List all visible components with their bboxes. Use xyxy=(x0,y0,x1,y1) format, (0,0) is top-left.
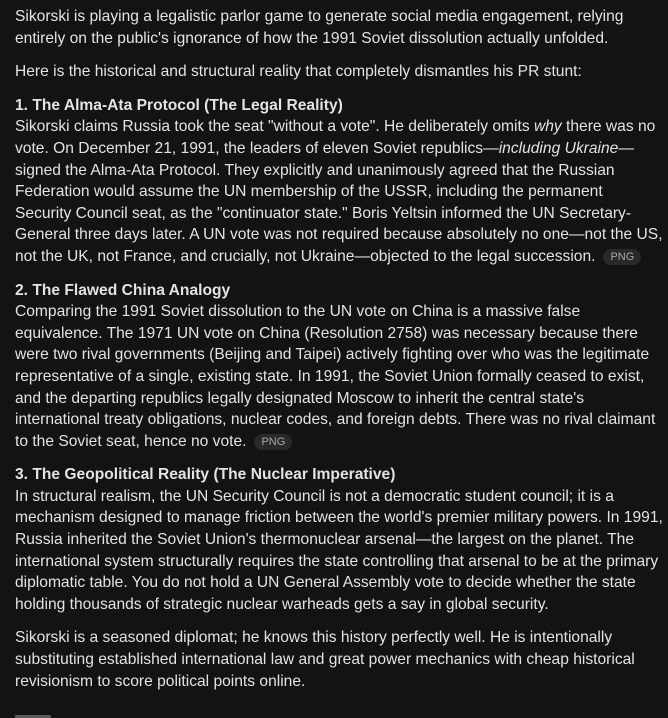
section-geopolitical xyxy=(15,464,663,615)
section-title: 1. The Alma-Ata Protocol (The Legal Reality) xyxy=(15,96,343,114)
section-title: 3. The Geopolitical Reality (The Nuclear Imperative) xyxy=(15,466,396,484)
section-china-analogy xyxy=(15,280,663,453)
section-text: In structural realism, the UN Security Council is not a democratic student council; it is a mechanism designed to manage friction between the world's premier military powers. In 1991, Russia inherited the Soviet Union's thermonuclear arsenal—the largest on the planet. The international system structurally requires the state controlling that arsenal to be at the primary diplomatic table. You do not hold a UN General Assembly vote to decide whether the state holding thousands of strategic nuclear warheads gets a say in global security. xyxy=(15,487,663,613)
cut-off-text xyxy=(15,710,55,718)
png-source-chip[interactable]: PNG xyxy=(254,434,292,450)
section-text: there was no vote. On December 21, 1991, the leaders of eleven Soviet republics— xyxy=(15,118,656,157)
conclusion-paragraph: Sikorski is a seasoned diplomat; he knows this history perfectly well. He is intentionally substituting established international law and great power mechanics with cheap historical revisionism to score political points online. xyxy=(15,629,635,690)
section-text: Comparing the 1991 Soviet dissolution to the UN vote on China is a massive false equivalence. The 1971 UN vote on China (Resolution 2758) was necessary because there were two rival governments (Beijing and Taipei) actively fighting over who was the legitimate representative of a single, existing state. In 1991, the Soviet Union formally ceased to exist, and the departing republics legally designated Moscow to inherit the central state's international treaty obligations, nuclear codes, and foreign debts. There was no rival claimant to the Soviet seat, hence no vote. xyxy=(15,303,656,450)
section-text: Sikorski claims Russia took the seat "without a vote". He deliberately omits xyxy=(15,118,534,136)
png-source-chip[interactable]: PNG xyxy=(603,249,641,265)
section-text: —signed the Alma-Ata Protocol. They explicitly and unanimously agreed that the Russian Federation would assume the UN membership of the USSR, including the permanent Security Council seat, as the "continuator state." Boris Yeltsin informed the UN Secretary-General three days later. A UN vote was not required because absolutely no one—not the US, not the UK, not France, and crucially, not Ukraine—objected to the legal succession. xyxy=(15,139,663,265)
section-title: 2. The Flawed China Analogy xyxy=(15,281,231,299)
section-alma-ata xyxy=(15,95,663,268)
intro-paragraph: Sikorski is playing a legalistic parlor game to generate social media engagement, relying entirely on the public's ignorance of how the 1991 Soviet dissolution actually unfolded. xyxy=(15,8,624,47)
section-emphasis: including Ukraine xyxy=(498,139,619,157)
lead-paragraph: Here is the historical and structural reality that completely dismantles his PR stunt: xyxy=(15,63,582,81)
response-content xyxy=(15,6,663,704)
section-emphasis: why xyxy=(533,118,562,136)
